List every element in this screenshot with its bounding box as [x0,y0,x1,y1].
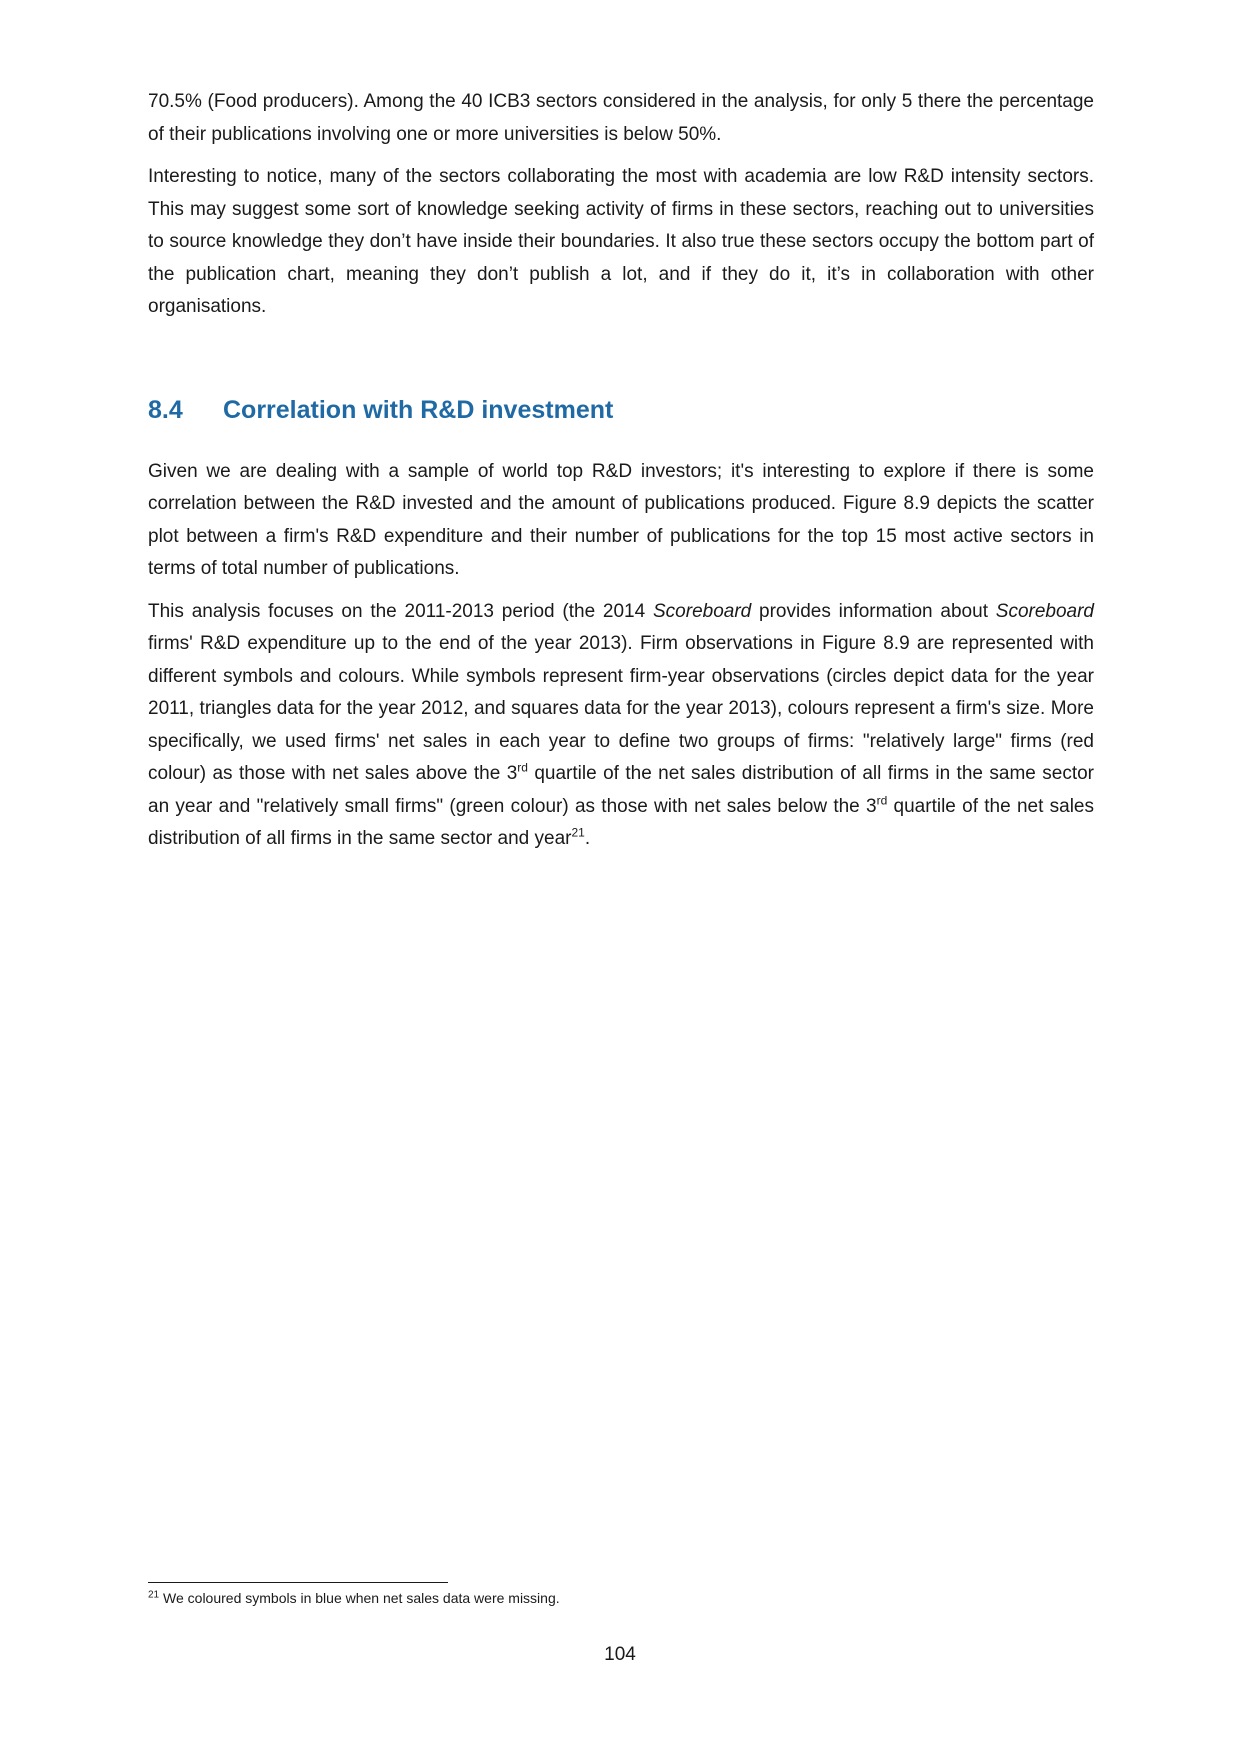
paragraph-low-rd-sectors: Interesting to notice, many of the sectors collaborating the most with academia are low R&D intensity sectors. This may suggest some sort of knowledge seeking activity of firms in these sectors, reaching out to universities to source knowledge they don’t have inside their boundaries. It also true these sectors occupy the bottom part of the publication chart, meaning they don’t publish a lot, and if they do it, it’s in collaboration with other organisations. [148,166,1094,317]
text-run: This analysis focuses on the 2011-2013 period (the 2014 [148,600,653,622]
text-run: quartile of the net sales distribution of all firms in the same sector an year and "relatively small firms" (green colour) as those with net sales below the 3 [148,763,1094,817]
text-run: provides information about [751,600,996,622]
text-run: firms' R&D expenditure up to the end of the year 2013). Firm observations in Figure 8.9 are represented with different symbols and colours. While symbols represent firm-year observations (circles depict data for the year 2011, triangles data for the year 2012, and squares data for the year 2013), colours represent a firm's size. More specifically, we used firms' net sales in each year to define two groups of firms: "relatively large" firms (red colour) as those with net sales above the 3 [148,633,1094,784]
superscript-rd: rd [876,793,888,808]
superscript-rd: rd [517,760,528,775]
footnote-text: We coloured symbols in blue when net sales data were missing. [159,1590,560,1606]
footnote-reference[interactable]: 21 [571,825,585,840]
text-run: quartile of the net sales distribution of all firms in the same sector and year [148,795,1094,849]
paragraph-food-producers: 70.5% (Food producers). Among the 40 ICB3 sectors considered in the analysis, for only 5 there the percentage of their publications involving one or more universities is below 50%. [148,91,1094,145]
paragraph-correlation-intro: Given we are dealing with a sample of world top R&D investors; it's interesting to explore if there is some correlation between the R&D invested and the amount of publications produced. Figure 8.9 depicts the scatter plot between a firm's R&D expenditure and their number of publications for the top 15 most active sectors in terms of total number of publications. [148,460,1094,579]
section-title: Correlation with R&D investment [223,395,614,424]
section-heading [148,394,1094,426]
paragraph-analysis-period [148,596,1094,856]
text-run: . [584,828,591,849]
section-number: 8.4 [148,395,183,424]
page-body [148,86,1094,856]
footnote-marker: 21 [148,1589,160,1601]
footnote-separator [148,1582,448,1583]
page-number: 104 [604,1644,636,1665]
footnote [148,1588,560,1608]
italic-scoreboard: Scoreboard [653,600,752,622]
italic-scoreboard: Scoreboard [995,600,1094,622]
